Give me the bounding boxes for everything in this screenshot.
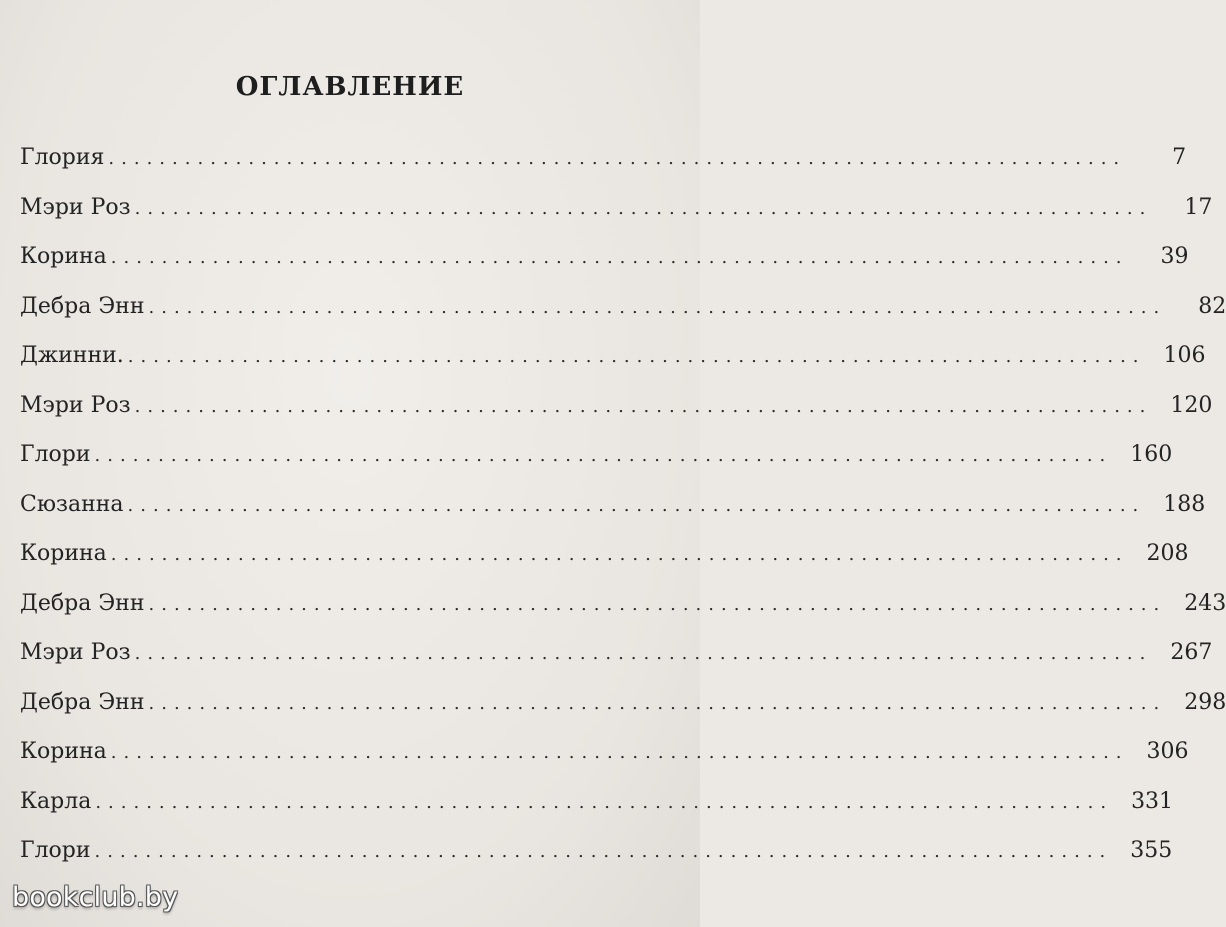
toc-entry-title: Джинни. [20,343,124,368]
toc-leader-dots: ................................................................................ [110,247,1129,268]
toc-entry-page: 7 [1172,145,1187,170]
toc-entry-page: 355 [1130,838,1173,863]
page-title: ОГЛАВЛЕНИЕ [235,72,465,102]
table-of-contents [20,133,1226,876]
toc-leader-dots: ................................................................................ [134,395,1153,417]
toc-entry-title: Мэри Роз [20,194,131,220]
toc-entry [20,628,1213,678]
toc-leader-dots: ................................................................................ [148,692,1167,714]
toc-entry-page: 188 [1163,491,1206,517]
toc-entry-title: Глори [20,838,91,863]
toc-entry-page: 243 [1184,590,1226,616]
toc-entry [20,381,1213,431]
toc-entry-title: Мэри Роз [20,392,131,418]
toc-entry-page: 17 [1184,194,1213,220]
toc-entry-page: 82 [1198,293,1226,319]
toc-leader-dots: ................................................................................ [108,148,1127,169]
toc-entry [20,579,1226,629]
toc-entry-page: 160 [1130,442,1173,467]
toc-leader-dots: ................................................................................ [94,445,1113,466]
toc-leader-dots: ................................................................................ [127,494,1146,516]
toc-entry-title: Корина [20,739,107,764]
toc-entry [20,777,1174,827]
toc-entry [20,826,1173,876]
toc-entry-page: 331 [1131,788,1174,814]
watermark-text: bookclub.by [12,882,179,913]
toc-entry-title: Сюзанна [20,491,124,517]
toc-entry-title: Дебра Энн [20,590,145,616]
toc-entry [20,183,1213,233]
toc-entry [20,480,1206,530]
toc-entry-page: 306 [1146,739,1189,764]
toc-entry-title: Мэри Роз [20,640,131,665]
toc-entry-title: Дебра Энн [20,293,145,319]
toc-leader-dots: ................................................................................ [110,544,1129,565]
toc-entry [20,529,1189,579]
toc-leader-dots: ................................................................................ [134,643,1153,664]
toc-leader-dots: ................................................................................ [148,296,1167,318]
toc-entry [20,232,1189,282]
toc-entry-title: Глория [20,145,105,170]
toc-leader-dots: ................................................................................ [127,346,1146,367]
toc-leader-dots: ................................................................................ [95,791,1114,813]
toc-entry-title: Корина [20,541,107,566]
toc-entry [20,133,1187,183]
toc-leader-dots: ................................................................................ [148,593,1167,615]
toc-entry-title: Карла [20,788,92,814]
toc-entry [20,727,1189,777]
toc-leader-dots: ................................................................................ [134,197,1153,219]
toc-entry [20,331,1206,381]
toc-entry-page: 298 [1184,689,1226,715]
toc-entry [20,282,1226,332]
toc-entry-page: 120 [1170,392,1213,418]
toc-leader-dots: ................................................................................ [110,742,1129,763]
toc-entry [20,678,1226,728]
toc-entry-page: 208 [1146,541,1189,566]
toc-entry-title: Дебра Энн [20,689,145,715]
toc-leader-dots: ................................................................................ [94,841,1113,862]
toc-entry [20,430,1173,480]
toc-entry-title: Глори [20,442,91,467]
toc-entry-title: Корина [20,244,107,269]
toc-entry-page: 39 [1160,244,1189,269]
toc-entry-page: 267 [1170,640,1213,665]
toc-entry-page: 106 [1163,343,1206,368]
